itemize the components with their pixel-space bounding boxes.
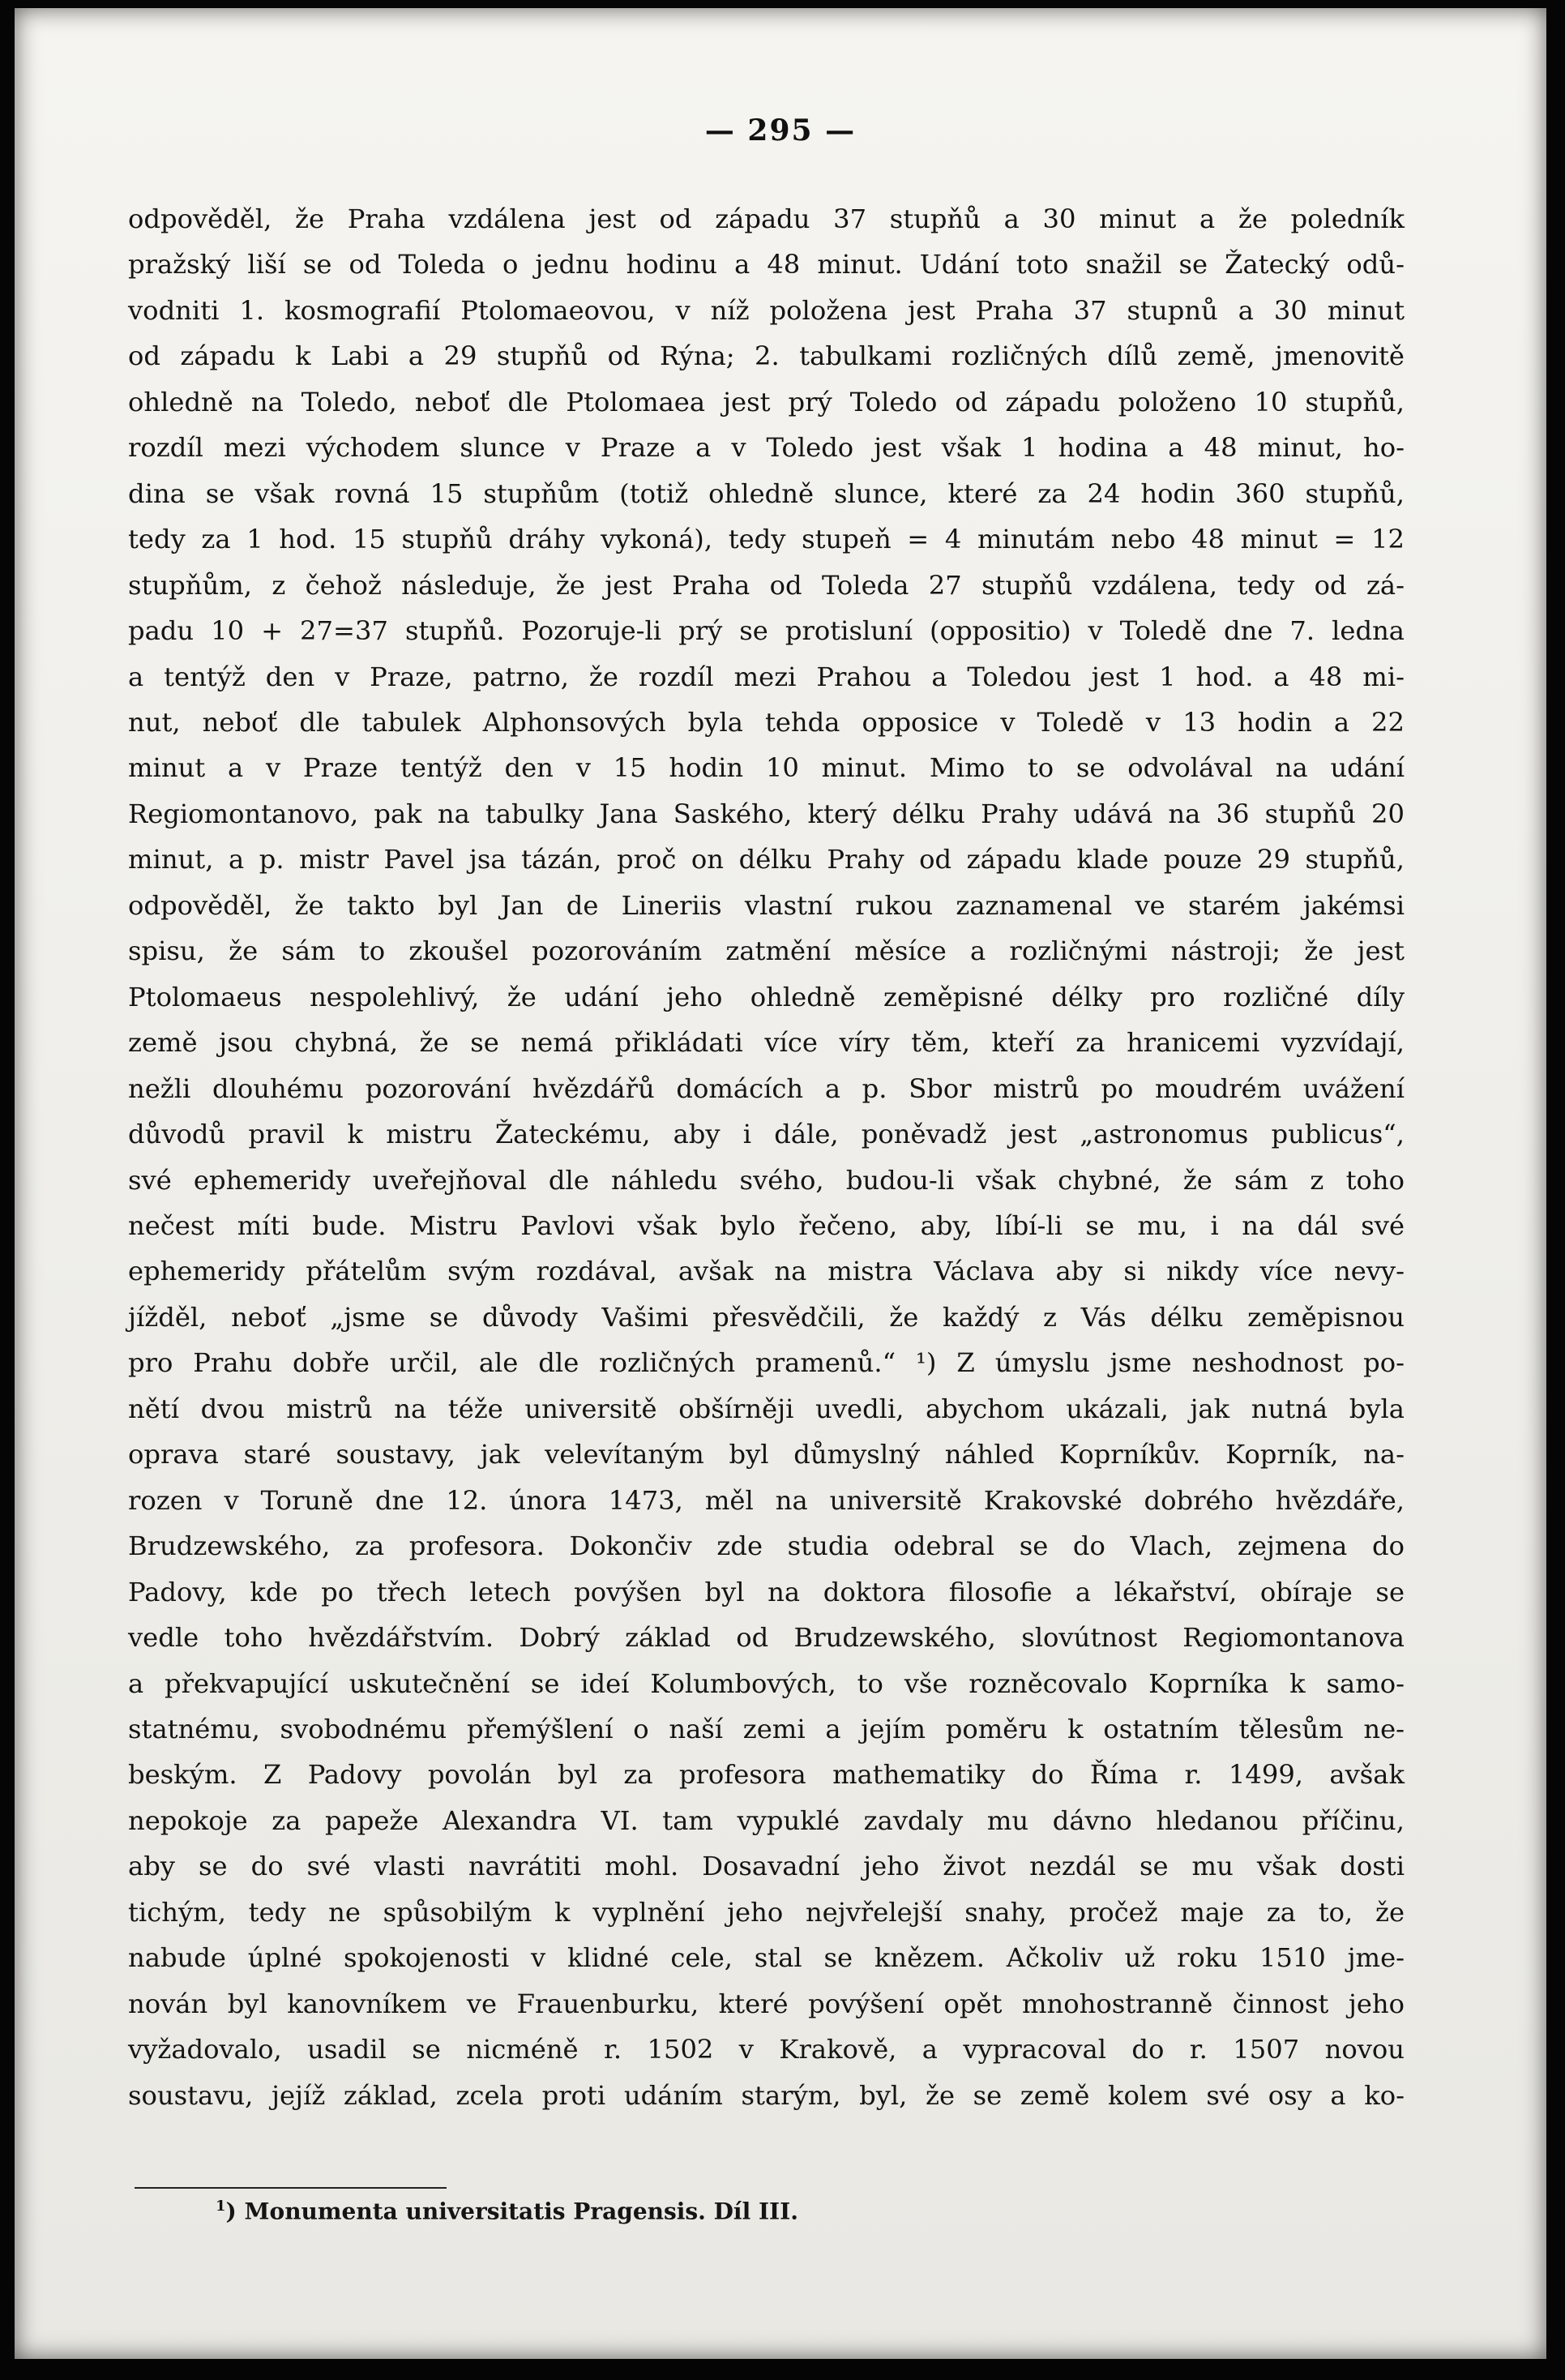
text-line: odpověděl, že Praha vzdálena jest od západu 37 stupňů a 30 minut a že poledník [128, 203, 1405, 234]
text-line: jížděl, neboť „jsme se důvody Vašimi přesvědčili, že každý z Vás délku zeměpisnou [128, 1301, 1405, 1333]
text-line: nován byl kanovníkem ve Frauenburku, které povýšení opět mnohostranně činnost jeho [128, 1988, 1405, 2019]
text-line: dina se však rovná 15 stupňům (totiž ohledně slunce, které za 24 hodin 360 stupňů, [128, 477, 1405, 509]
text-line: Regiomontanovo, pak na tabulky Jana Saského, který délku Prahy udává na 36 stupňů 20 [128, 798, 1405, 829]
footnote: $^1$) Monumenta universitatis Pragensis. Díl III. [216, 2198, 798, 2225]
text-line: ephemeridy přátelům svým rozdával, avšak na mistra Václava aby si nikdy více nevy- [128, 1256, 1405, 1287]
footnote-text: Monumenta universitatis Pragensis. Díl III. [244, 2198, 798, 2225]
page-number: — 295 — [704, 113, 857, 148]
text-line: soustavu, jejíž základ, zcela proti udáním starým, byl, že se země kolem své osy a ko- [128, 2079, 1405, 2111]
text-line: nežli dlouhému pozorování hvězdářů domácích a p. Sbor mistrů po moudrém uvážení [128, 1072, 1405, 1104]
text-line: Padovy, kde po třech letech povýšen byl na doktora filosofie a lékařství, obíraje se [128, 1576, 1405, 1607]
text-line: Brudzewského, za profesora. Dokončiv zde studia odebral se do Vlach, zejmena do [128, 1530, 1405, 1562]
text-line: rozen v Toruně dne 12. února 1473, měl na universitě Krakovské dobrého hvězdáře, [128, 1484, 1405, 1516]
text-line: minut a v Praze tentýž den v 15 hodin 10 minut. Mimo to se odvolával na udání [128, 752, 1405, 784]
text-line: nabude úplné spokojenosti v klidné cele, stal se knězem. Ačkoliv už roku 1510 jme- [128, 1942, 1405, 1974]
text-line: stupňům, z čehož následuje, že jest Praha od Toleda 27 stupňů vzdálena, tedy od zá- [128, 569, 1405, 601]
text-line: spisu, že sám to zkoušel pozorováním zatmění měsíce a rozličnými nástroji; že jest [128, 935, 1405, 967]
text-line: statnému, svobodnému přemýšlení o naší zemi a jejím poměru k ostatním tělesům ne- [128, 1713, 1405, 1744]
text-line: vyžadovalo, usadil se nicméně r. 1502 v Krakově, a vypracoval do r. 1507 novou [128, 2034, 1405, 2065]
body-text [128, 196, 1405, 2118]
text-line: tedy za 1 hod. 15 stupňů dráhy vykoná), tedy stupeň = 4 minutám nebo 48 minut = 12 [128, 524, 1405, 555]
scanned-page [15, 8, 1546, 2359]
text-line: své ephemeridy uveřejňoval dle náhledu svého, budou-li však chybné, že sám z toho [128, 1164, 1405, 1196]
text-line: a překvapující uskutečnění se ideí Kolumbových, to vše rozněcovalo Koprníka k samo- [128, 1667, 1405, 1699]
text-line: minut, a p. mistr Pavel jsa tázán, proč on délku Prahy od západu klade pouze 29 stupňů, [128, 844, 1405, 875]
text-line: Ptolomaeus nespolehlivý, že udání jeho ohledně zeměpisné délky pro rozličné díly [128, 981, 1405, 1012]
text-line: vodniti 1. kosmografií Ptolomaeovou, v níž položena jest Praha 37 stupnů a 30 minut [128, 294, 1405, 326]
text-line: pro Prahu dobře určil, ale dle rozličných pramenů.“ ¹) Z úmyslu jsme neshodnost po- [128, 1347, 1405, 1379]
text-line: od západu k Labi a 29 stupňů od Rýna; 2. tabulkami rozličných dílů země, jmenovitě [128, 340, 1405, 372]
text-line: beským. Z Padovy povolán byl za profesora mathematiky do Říma r. 1499, avšak [128, 1759, 1405, 1791]
text-line: rozdíl mezi východem slunce v Praze a v Toledo jest však 1 hodina a 48 minut, ho- [128, 432, 1405, 464]
text-line: vedle toho hvězdářstvím. Dobrý základ od Brudzewského, slovútnost Regiomontanova [128, 1622, 1405, 1654]
text-line: nečest míti bude. Mistru Pavlovi však bylo řečeno, aby, líbí-li se mu, i na dál své [128, 1209, 1405, 1241]
text-line: padu 10 + 27=37 stupňů. Pozoruje-li prý se protisluní (oppositio) v Toledě dne 7. ledna [128, 615, 1405, 647]
text-line: nepokoje za papeže Alexandra VI. tam vypuklé zavdaly mu dávno hledanou příčinu, [128, 1804, 1405, 1836]
text-line: a tentýž den v Praze, patrno, že rozdíl mezi Prahou a Toledou jest 1 hod. a 48 mi- [128, 661, 1405, 692]
text-line: tichým, tedy ne spůsobilým k vyplnění jeho nejvřelejší snahy, pročež maje za to, že [128, 1896, 1405, 1928]
text-line: aby se do své vlasti navrátiti mohl. Dosavadní jeho život nezdál se mu však dosti [128, 1851, 1405, 1882]
text-line: nětí dvou mistrů na téže universitě obšírněji uvedli, abychom ukázali, jak nutná byla [128, 1393, 1405, 1424]
text-line: odpověděl, že takto byl Jan de Lineriis vlastní rukou zaznamenal ve starém jakémsi [128, 889, 1405, 921]
text-line: země jsou chybná, že se nemá přikládati více víry těm, kteří za hranicemi vyzvídají, [128, 1027, 1405, 1059]
text-line: ohledně na Toledo, neboť dle Ptolomaea jest prý Toledo od západu položeno 10 stupňů, [128, 386, 1405, 417]
text-line: pražský liší se od Toleda o jednu hodinu a 48 minut. Udání toto snažil se Žatecký odů- [128, 249, 1405, 280]
footnote-marker: 1 [216, 2198, 226, 2215]
text-line: nut, neboť dle tabulek Alphonsových byla tehda opposice v Toledě v 13 hodin a 22 [128, 706, 1405, 738]
text-line: důvodů pravil k mistru Žateckému, aby i dále, poněvadž jest „astronomus publicus“, [128, 1119, 1405, 1150]
text-line: oprava staré soustavy, jak velevítaným byl důmyslný náhled Koprníkův. Koprník, na- [128, 1439, 1405, 1470]
